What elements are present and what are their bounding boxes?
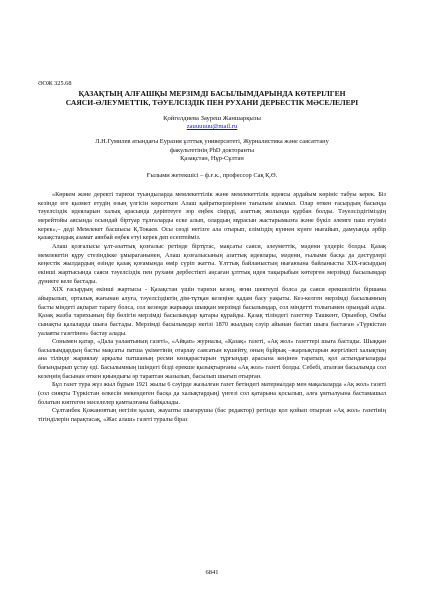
affiliation-line-2: факультетінің PhD докторанты xyxy=(169,146,255,154)
body-paragraph: Сұлтанбек Қожановтың негізін қалап, жауапты шығарушы (бас редактор) ретінде қол қойып отырған «Ақ жол» газетінің тігінділерін парақтасақ, «Жас алаш» газеті туралы біраз xyxy=(38,407,386,424)
paper-title-line-2: САЯСИ-ӘЛЕУМЕТТІК, ТӘУЕЛСІЗДІК ПЕН РУХАНИ ДЕРБЕСТІК МӘСЕЛЕЛЕРІ xyxy=(65,98,359,108)
body-paragraph: Алаш қозғалысы ұлт-азаттық қозғалыс ретінде біртұтас, мақсаты саяси, әлеуметтік, мәдени үлдеріс болды. Қазақ мемлекетін құру стезіндікке ұмыраганынен, Алаш қозғалысының азаттық идеялары, мәдени, ғылыми басқа да дәстүрлері кеңестік жылдардың өзінде қазақ қоғамында өмір сүріп жатты. Ұлттық байланыстың нығаюына байланысты XIX-ғасырдың екінші жартысында саяси тәуелсіздік пен рухани дербестікті аңсаған ұлттық идея тақырыбын көтерген мерзімді басылымдар дүниеге келе бастады. xyxy=(38,242,386,285)
affiliation-line-1: Л.Н.Гумилев атындағы Еуразия ұлттық университеті, Журналистика және саясаттану xyxy=(95,138,329,146)
body-paragraph: Сонымен қатар, «Дала уалаятының газеті», «Айқап» журналы, «Қазақ» газеті, «Ақ жол» газеттері шыға бастады. Шыққан басылымдардың басты мақсаты патша үкіметінің отарлау саясатын күшейту, оның бұйрық –жарлықтарын жергілікті халықтың ана тілінде жариялау арқылы патшаның ресми көзқарастарын тұрғындар арасына кеңінен таратып, қол астындағыларды бағындырып ұстау еді. Басылымның ішіндегі бізді ерекше қызықтырғаны «Ақ жол» газеті болды. Себебі, аталған басылымда сол кезеңнің басынан өткен қиындығы әр тараптан жазылып, басылып шығып отырған. xyxy=(38,338,386,380)
author-name: Қойгелдиева Зауреш Жаншарқызы xyxy=(163,115,261,123)
paper-title-line-1: ҚАЗАҚТЫҢ АЛҒАШҚЫ МЕРЗІМДІ БАСЫЛЫМДАРЫНДА КӨТЕРІЛГЕН xyxy=(78,89,346,98)
scientific-advisor: Ғылыми жетекшісі – ф.ғ.к., профессор Сақ Қ.Ө. xyxy=(146,172,278,180)
paper-title xyxy=(38,89,386,107)
affiliation-location: Қазақстан, Нұр-Сұлтан xyxy=(180,154,244,162)
body-text xyxy=(38,191,386,425)
body-paragraph: Бұл газет тура жүз жыл бұрын 1921 жылы 6 сәуірде жазылған газет бетіндегі материалдар мен мақалаларда «Ақ жол» газеті (сол сияқты Түркістан өлкесін мекендеген басқа да халықтардың) үнгезі сол қатарына қосылып, алға ұмтылуына бастамашыл болатын көптеген мәселелер қамтылғаны байқалады. xyxy=(38,381,386,406)
author-email[interactable]: zauuuuuu@mail.ru xyxy=(186,123,238,131)
page-number: 6841 xyxy=(205,569,219,576)
body-paragraph: XIX ғасырдың екінші жартысы - Қазақстан үшін тарихи кезең, яғни шектеулі болса да саяси ерекшелігін біршама айырылып, орталық жағынан алуға, тәуелсіздіктің дім-тұтқан кезеңіне қадам басу уақыты. Кез-келген мерзімді басылымның басты міндеті ақпарат тарату болса, сол кезеңде жарыққа шыққан мерзімді басылымдар, сол міндетті толығымен орындай алды. Қазақ жазба тарихының бір бөлігін мерзімді басылымдар қатары құрайды. Қазақ тіліндегі газеттер Ташкент, Орынбор, Омбы сынақты қалаларда шыға бастады. Мерзімді басылымдар негізі 1870 жылдың сәуір айынан бастап шыға бастаған «Түркістан уалаяты газетінен» бастау алады. xyxy=(38,286,386,337)
body-paragraph: «Көркем және деректі тарихи туындыларда мемлекеттілік және мемлекеттілік идеясы әрдайым көрініс табуы керек. Біз кезінде еге қызмет етудің өзың үлгісін көрсеткен Алаш қайраткерлерінен тағылым аламыз. Олар өткен ғасырдың басында тәуелсіздік идеяларын халық арасында дәріптеуге зор еңбек сіңірді, азаттық жолында құрбан болды. Тәуелсіздігіміздің мерейтойы аясында осындай біртуар тұлғаларды еске алып, олардың мұрасын жастарымызға және бүкіл әлемге паш етуіміз керек»,– деді Мемлекет басшысы Қ.Токаев. Осы сөзді негізге ала отырып, еліміздің күннен күнге нығайып, дамуында әрбір қазақстандық азамат аянбай еңбек етуі керек деп есептейміз. xyxy=(38,191,386,242)
udc-code: ӘОЖ 325.68 xyxy=(38,80,72,87)
